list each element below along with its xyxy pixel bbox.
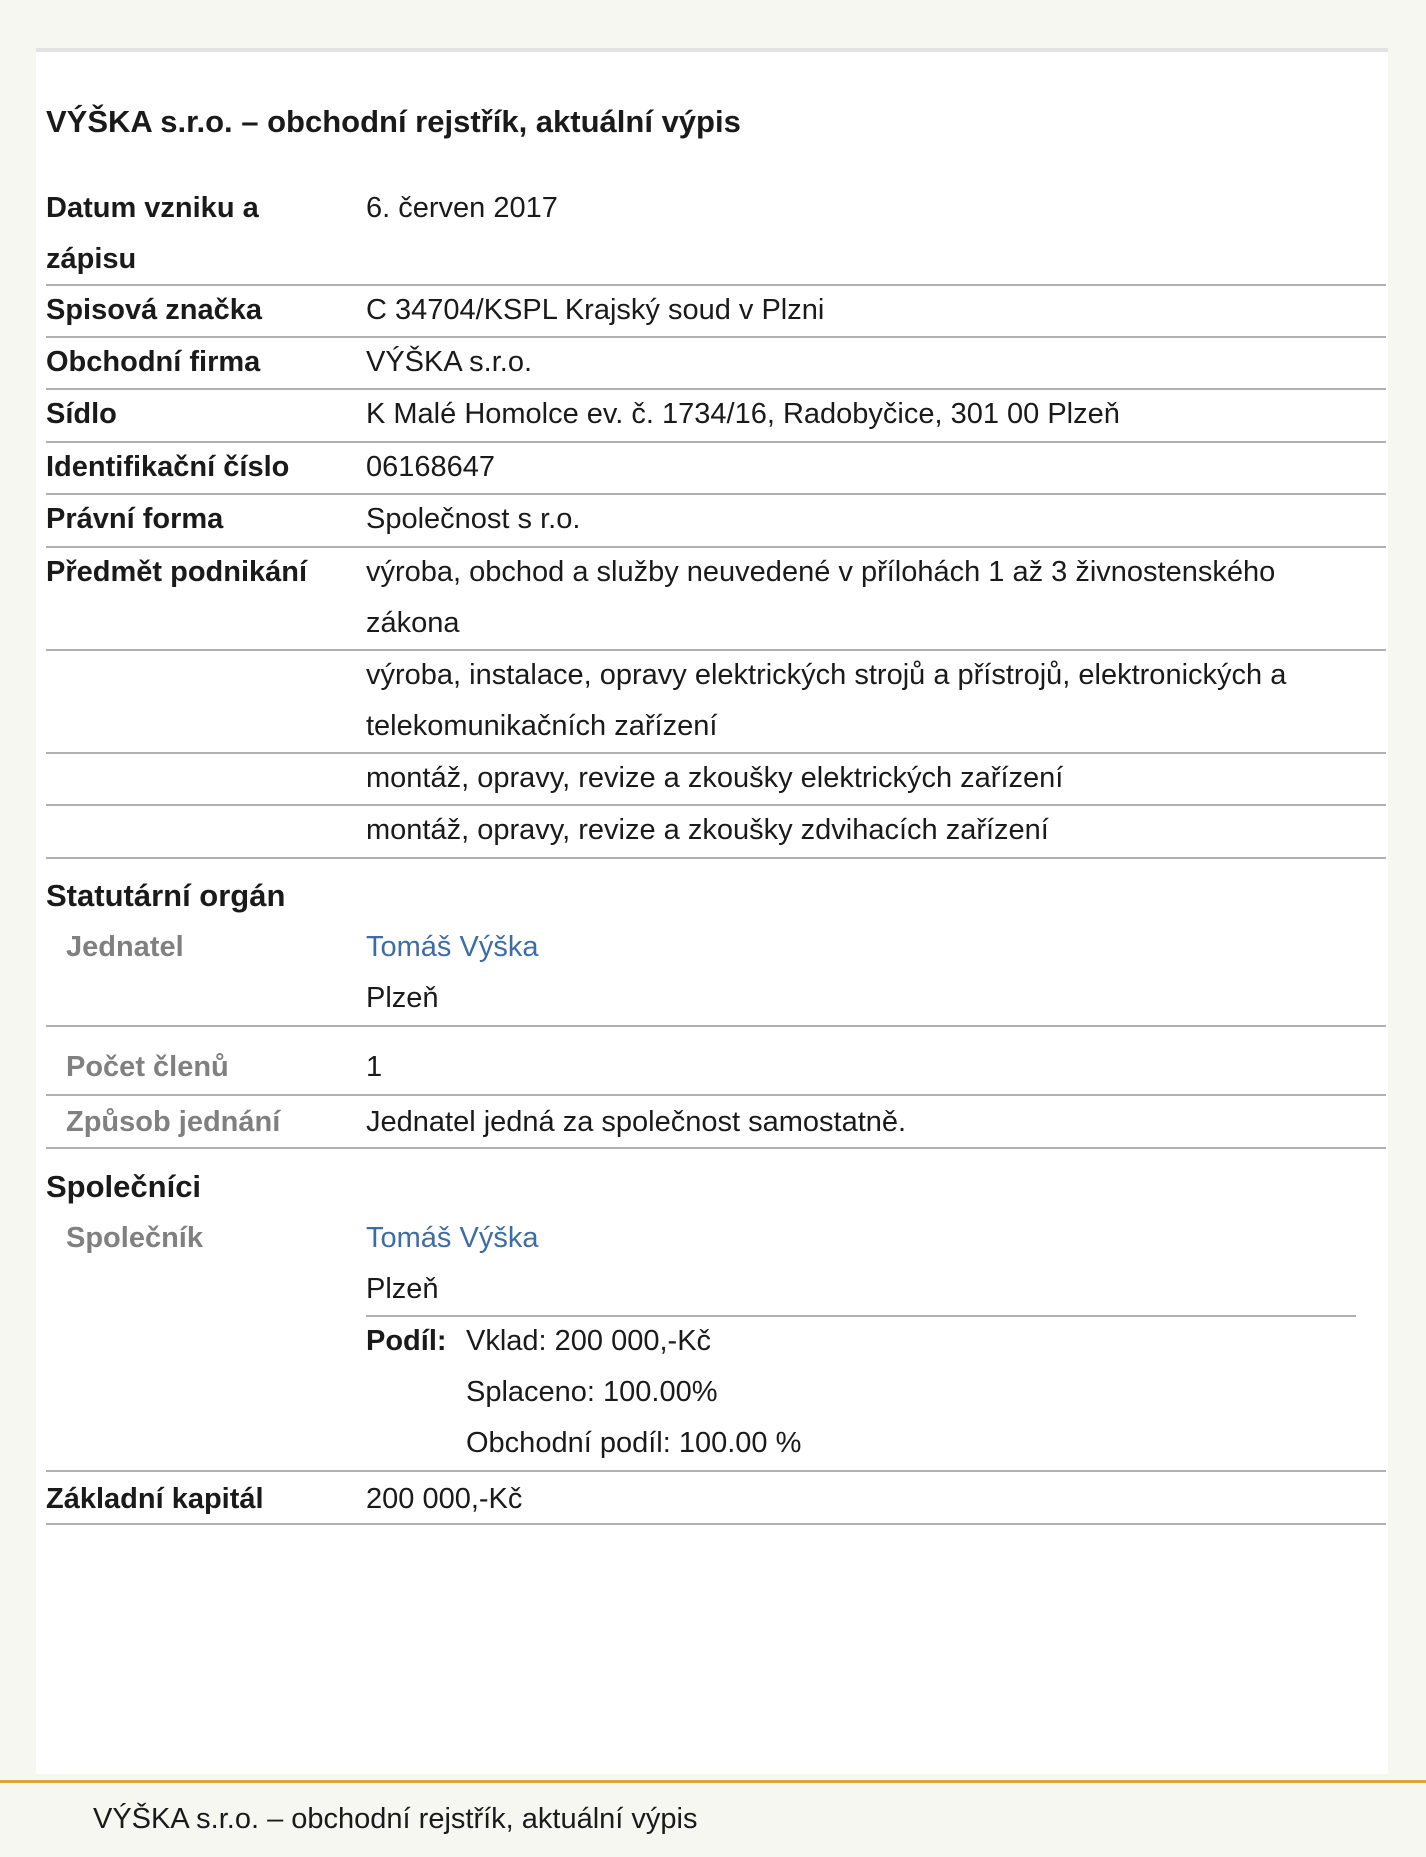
- row-sidlo: [46, 390, 1386, 443]
- value-zpusob-jednani: Jednatel jedná za společnost samostatně.: [366, 1106, 907, 1138]
- value-sidlo: K Malé Homolce ev. č. 1734/16, Radobyčice, 301 00 Plzeň: [366, 398, 1120, 430]
- value-predmet-2-line2: telekomunikačních zařízení: [366, 710, 718, 742]
- spolecnik-name-link[interactable]: Tomáš Výška: [366, 1222, 539, 1254]
- row-spolecnik: [46, 1211, 1386, 1472]
- value-spisova-znacka: C 34704/KSPL Krajský soud v Plzni: [366, 294, 825, 326]
- value-pocet-clenu: 1: [366, 1051, 383, 1083]
- value-predmet-2-line1: výroba, instalace, opravy elektrických strojů a přístrojů, elektronických a: [366, 659, 1287, 691]
- label-ico: Identifikační číslo: [46, 451, 290, 483]
- row-obchodni-firma: [46, 338, 1386, 390]
- label-spisova-znacka: Spisová značka: [46, 294, 262, 326]
- label-pravni-forma: Právní forma: [46, 503, 224, 535]
- row-predmet-2: [46, 651, 1386, 754]
- label-zpusob-jednani: Způsob jednání: [66, 1106, 281, 1138]
- value-datum-vzniku: 6. červen 2017: [366, 192, 558, 224]
- row-zpusob-jednani: [46, 1096, 1386, 1149]
- row-zakladni-kapital: [46, 1472, 1386, 1525]
- value-predmet-1-line2: zákona: [366, 607, 460, 639]
- row-pocet-clenu: [46, 1027, 1386, 1096]
- section-spolecnici: Společníci: [46, 1169, 202, 1204]
- value-ico: 06168647: [366, 451, 496, 483]
- page-title: VÝŠKA s.r.o. – obchodní rejstřík, aktuální výpis: [46, 104, 741, 139]
- label-obchodni-firma: Obchodní firma: [46, 346, 261, 378]
- label-spolecnik: Společník: [66, 1222, 203, 1254]
- row-spisova-znacka: [46, 286, 1386, 338]
- value-splaceno: Splaceno: 100.00%: [466, 1376, 718, 1408]
- value-pravni-forma: Společnost s r.o.: [366, 503, 581, 535]
- label-jednatel: Jednatel: [66, 931, 184, 963]
- page-footer: [0, 1780, 1426, 1857]
- value-obchodni-firma: VÝŠKA s.r.o.: [366, 346, 533, 378]
- jednatel-city: Plzeň: [366, 982, 439, 1014]
- label-podil: Podíl:: [366, 1325, 447, 1357]
- value-predmet-4: montáž, opravy, revize a zkoušky zdvihacích zařízení: [366, 814, 1049, 846]
- label-zakladni-kapital: Základní kapitál: [46, 1483, 264, 1515]
- register-card: [36, 48, 1388, 1774]
- row-pravni-forma: [46, 495, 1386, 548]
- footer-text: VÝŠKA s.r.o. – obchodní rejstřík, aktuální výpis: [93, 1803, 698, 1835]
- value-obchodni-podil: Obchodní podíl: 100.00 %: [466, 1427, 802, 1459]
- value-predmet-1-line1: výroba, obchod a služby neuvedené v přílohách 1 až 3 živnostenského: [366, 556, 1276, 588]
- section-statutarni-organ: Statutární orgán: [46, 878, 286, 913]
- label-predmet-podnikani: Předmět podnikání: [46, 556, 308, 588]
- value-zakladni-kapital: 200 000,-Kč: [366, 1483, 523, 1515]
- row-ico: [46, 443, 1386, 495]
- jednatel-name-link[interactable]: Tomáš Výška: [366, 931, 539, 963]
- label-sidlo: Sídlo: [46, 398, 117, 430]
- row-predmet-1: [46, 548, 1386, 651]
- row-datum-vzniku: [46, 182, 1386, 286]
- value-predmet-3: montáž, opravy, revize a zkoušky elektrických zařízení: [366, 762, 1064, 794]
- label-pocet-clenu: Počet členů: [66, 1051, 229, 1083]
- label-datum-vzniku-line1: Datum vzniku a: [46, 192, 259, 224]
- row-predmet-3: [46, 754, 1386, 806]
- label-datum-vzniku-line2: zápisu: [46, 243, 137, 275]
- row-jednatel: [46, 920, 1386, 1027]
- spolecnik-city: Plzeň: [366, 1273, 439, 1305]
- value-vklad: Vklad: 200 000,-Kč: [466, 1325, 712, 1357]
- row-predmet-4: [46, 806, 1386, 859]
